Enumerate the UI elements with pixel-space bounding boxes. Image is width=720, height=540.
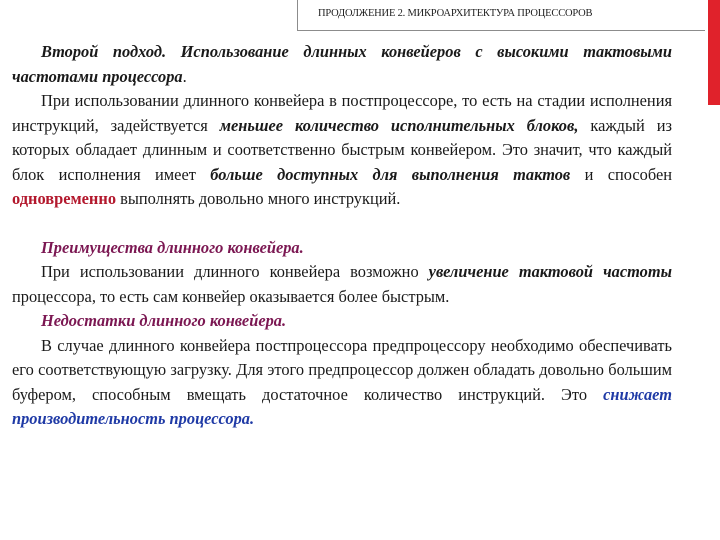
paragraph-approach [12, 40, 672, 89]
heading-advantages: Преимущества длинного конвейера. [41, 237, 304, 257]
disadvantages-text: В случае длинного конвейера постпроцессора предпроцессору необходимо обеспечивать его соответствующую загрузку. Для этого предпроцессор должен обладать довольно большим буфером, способным вмещать достаточное количество инструкций. Это [12, 335, 672, 404]
accent-bar [708, 0, 720, 105]
description-emphasis-1: меньшее количество исполнительных блоков, [219, 115, 579, 135]
slide-content [12, 40, 672, 432]
heading-disadvantages: Недостатки длинного конвейера. [41, 311, 287, 330]
description-text-1: При использовании длинного конвейера в постпроцессоре, то есть на стадии исполнения инструкций, задействуется [12, 91, 672, 135]
slide-header-title: ПРОДОЛЖЕНИЕ 2. МИКРОАРХИТЕКТУРА ПРОЦЕССОРОВ [318, 8, 593, 19]
description-text-4: выполнять довольно много инструкций. [116, 189, 401, 208]
description-text-2: каждый из которых обладает длинным и соответственно быстрым конвейером. Это значит, что каждый блок исполнения имеет [12, 115, 672, 184]
header-vertical-rule [297, 0, 298, 30]
paragraph-disadvantages [12, 334, 672, 432]
advantages-text-2: процессора, то есть сам конвейер оказывается более быстрым. [12, 286, 450, 306]
advantages-text-1: При использовании длинного конвейера возможно [41, 262, 429, 281]
approach-lead: Второй подход. [41, 42, 167, 61]
paragraph-advantages [12, 260, 672, 309]
spacer [12, 212, 672, 236]
header-horizontal-rule [297, 30, 705, 31]
advantages-emphasis: увеличение тактовой частоты [428, 262, 672, 281]
description-emphasis-2: больше доступных для выполнения тактов [210, 164, 571, 184]
paragraph-description [12, 89, 672, 212]
description-emphasis-3: одновременно [12, 189, 117, 208]
approach-period: . [182, 66, 187, 86]
description-text-3: и способен [570, 164, 672, 184]
approach-text: Использование длинных конвейеров с высокими тактовыми частотами процессора [12, 42, 672, 86]
disadvantages-emphasis: снижает производительность процессора. [12, 384, 672, 428]
